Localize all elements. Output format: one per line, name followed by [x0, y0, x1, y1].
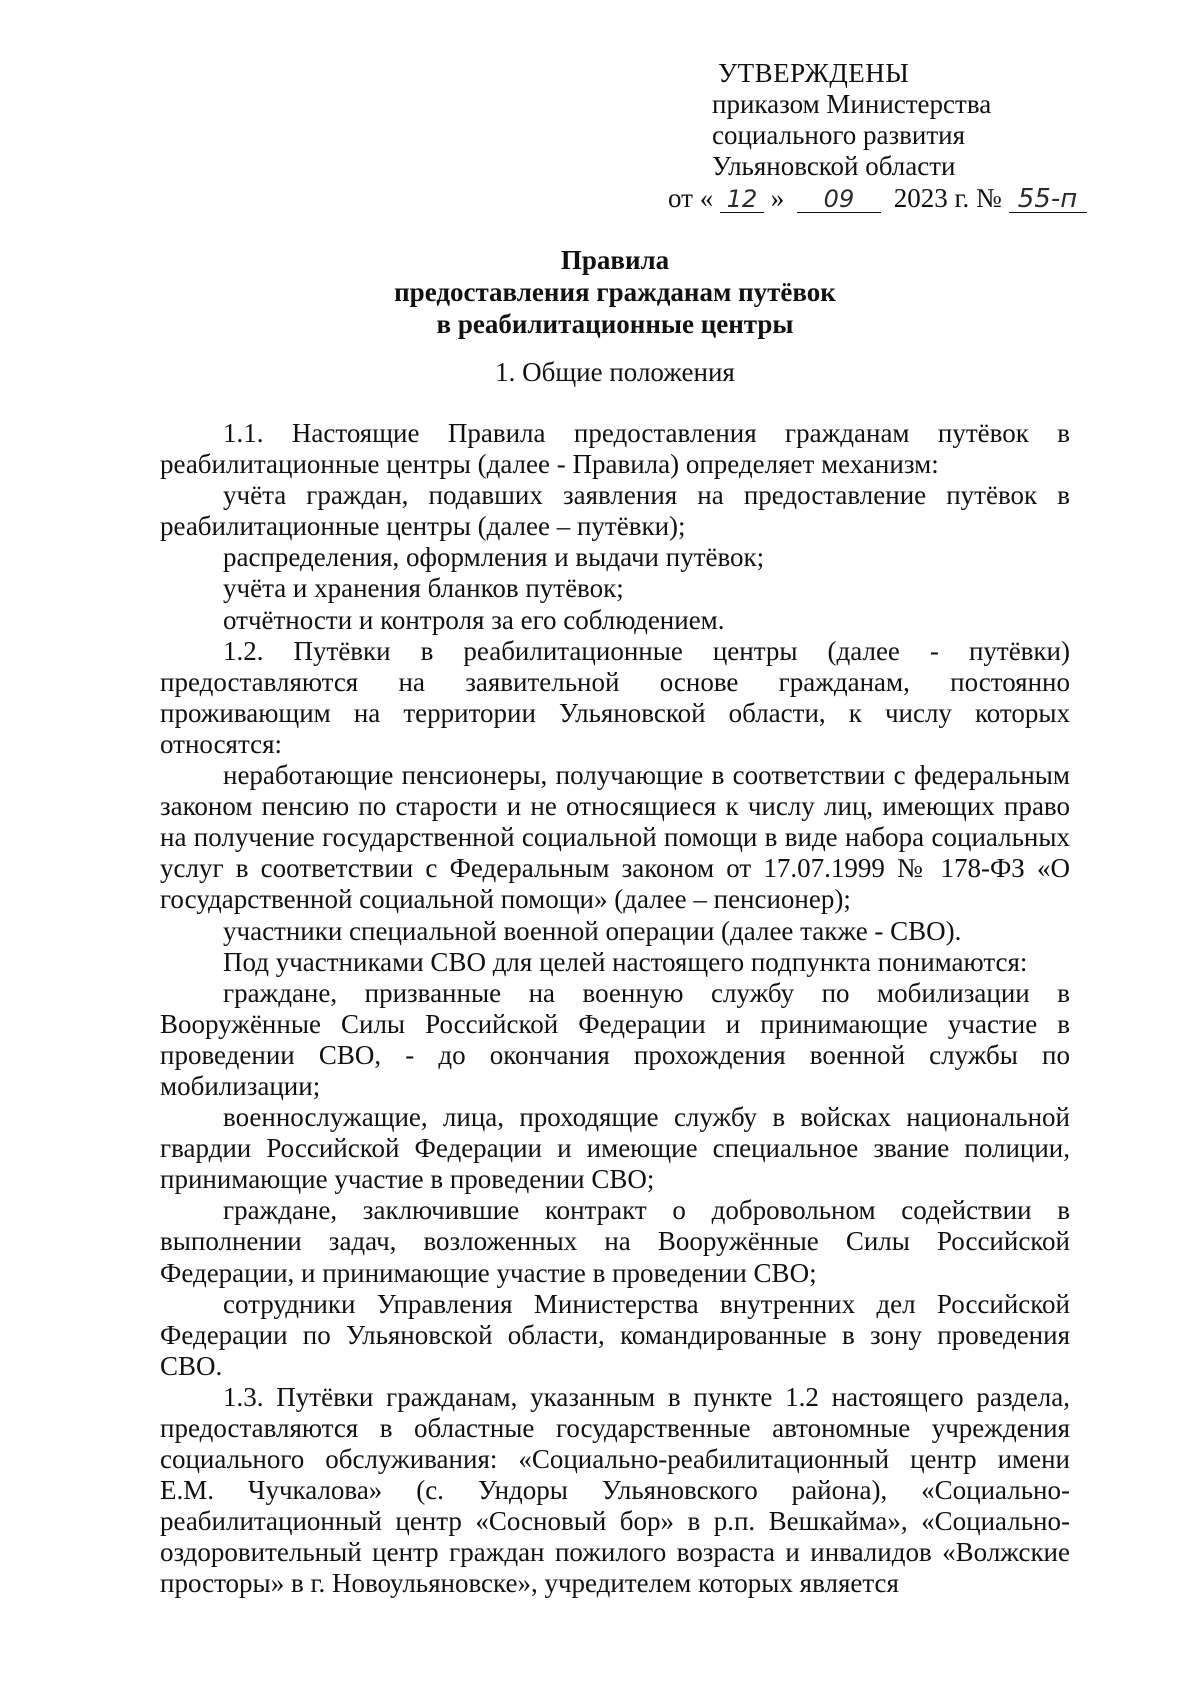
approval-line-2: социального развития	[712, 120, 966, 150]
date-prefix: от «	[668, 183, 714, 213]
approval-line-3: Ульяновской области	[712, 151, 956, 181]
paragraph: распределения, оформления и выдачи путёвок;	[223, 542, 765, 573]
title-line-1: Правила	[560, 245, 670, 275]
section-heading: 1. Общие положения	[495, 357, 735, 387]
paragraph: отчётности и контроля за его соблюдением.	[223, 604, 725, 635]
paragraph: участники специальной военной операции (далее также - СВО).	[223, 915, 962, 946]
paragraph: 1.3. Путёвки гражданам, указанным в пункте 1.2 настоящего раздела, предоставляются в областные государственные автономные учреждения социального обслуживания: «Социально-реабилитационный центр имени Е.М. Чучкалова» (с. Ундоры Ульяновского района), «Социально-реабилитационный центр «Сосновый бор» в р.п. Вешкайма», «Социально-оздоровительный центр граждан пожилого возраста и инвалидов «Волжские просторы» в г. Новоульяновске», учредителем которых является	[160, 1381, 1070, 1599]
paragraph: сотрудники Управления Министерства внутренних дел Российской Федерации по Ульяновской области, командированные в зону проведения СВО.	[160, 1288, 1070, 1381]
handwritten-order-number: 55-п	[1009, 186, 1087, 213]
paragraph: граждане, заключившие контракт о добровольном содействии в выполнении задач, возложенных на Вооружённые Силы Российской Федерации, и принимающие участие в проведении СВО;	[160, 1195, 1070, 1288]
title-line-2: предоставления гражданам путёвок	[394, 277, 836, 307]
paragraph: неработающие пенсионеры, получающие в соответствии с федеральным законом пенсию по старости и не относящиеся к числу лиц, имеющих право на получение государственной социальной помощи в виде набора социальных услуг в соответствии с Федеральным законом от 17.07.1999 № 178-ФЗ «О государственной социальной помощи» (далее – пенсионер);	[160, 760, 1070, 915]
handwritten-day: 12	[720, 186, 764, 213]
document-body	[160, 418, 1070, 1600]
paragraph: учёта граждан, подавших заявления на предоставление путёвок в реабилитационные центры (далее – путёвки);	[160, 480, 1070, 542]
approval-heading: УТВЕРЖДЕНЫ	[718, 58, 910, 88]
paragraph: граждане, призванные на военную службу по мобилизации в Вооружённые Силы Российской Федерации и принимающие участие в проведении СВО, - до окончания прохождения военной службы по мобилизации;	[160, 977, 1070, 1101]
paragraph: военнослужащие, лица, проходящие службу в войсках национальной гвардии Российской Федерации и имеющие специальное звание полиции, принимающие участие в проведении СВО;	[160, 1102, 1070, 1195]
approval-block	[712, 58, 1172, 182]
order-date-line	[668, 183, 1087, 214]
handwritten-month: 09	[797, 186, 881, 213]
paragraph: Под участниками СВО для целей настоящего подпункта понимаются:	[223, 946, 1028, 977]
paragraph: 1.1. Настоящие Правила предоставления гражданам путёвок в реабилитационные центры (далее - Правила) определяет механизм:	[160, 418, 1070, 480]
date-year: 2023 г. №	[893, 183, 1002, 213]
paragraph: учёта и хранения бланков путёвок;	[223, 573, 624, 604]
title-line-3: в реабилитационные центры	[436, 309, 794, 339]
document-title	[160, 244, 1070, 340]
paragraph: 1.2. Путёвки в реабилитационные центры (далее - путёвки) предоставляются на заявительной основе гражданам, постоянно проживающим на территории Ульяновской области, к числу которых относятся:	[160, 635, 1070, 759]
date-mid: »	[770, 183, 785, 213]
approval-line-1: приказом Министерства	[712, 89, 992, 119]
